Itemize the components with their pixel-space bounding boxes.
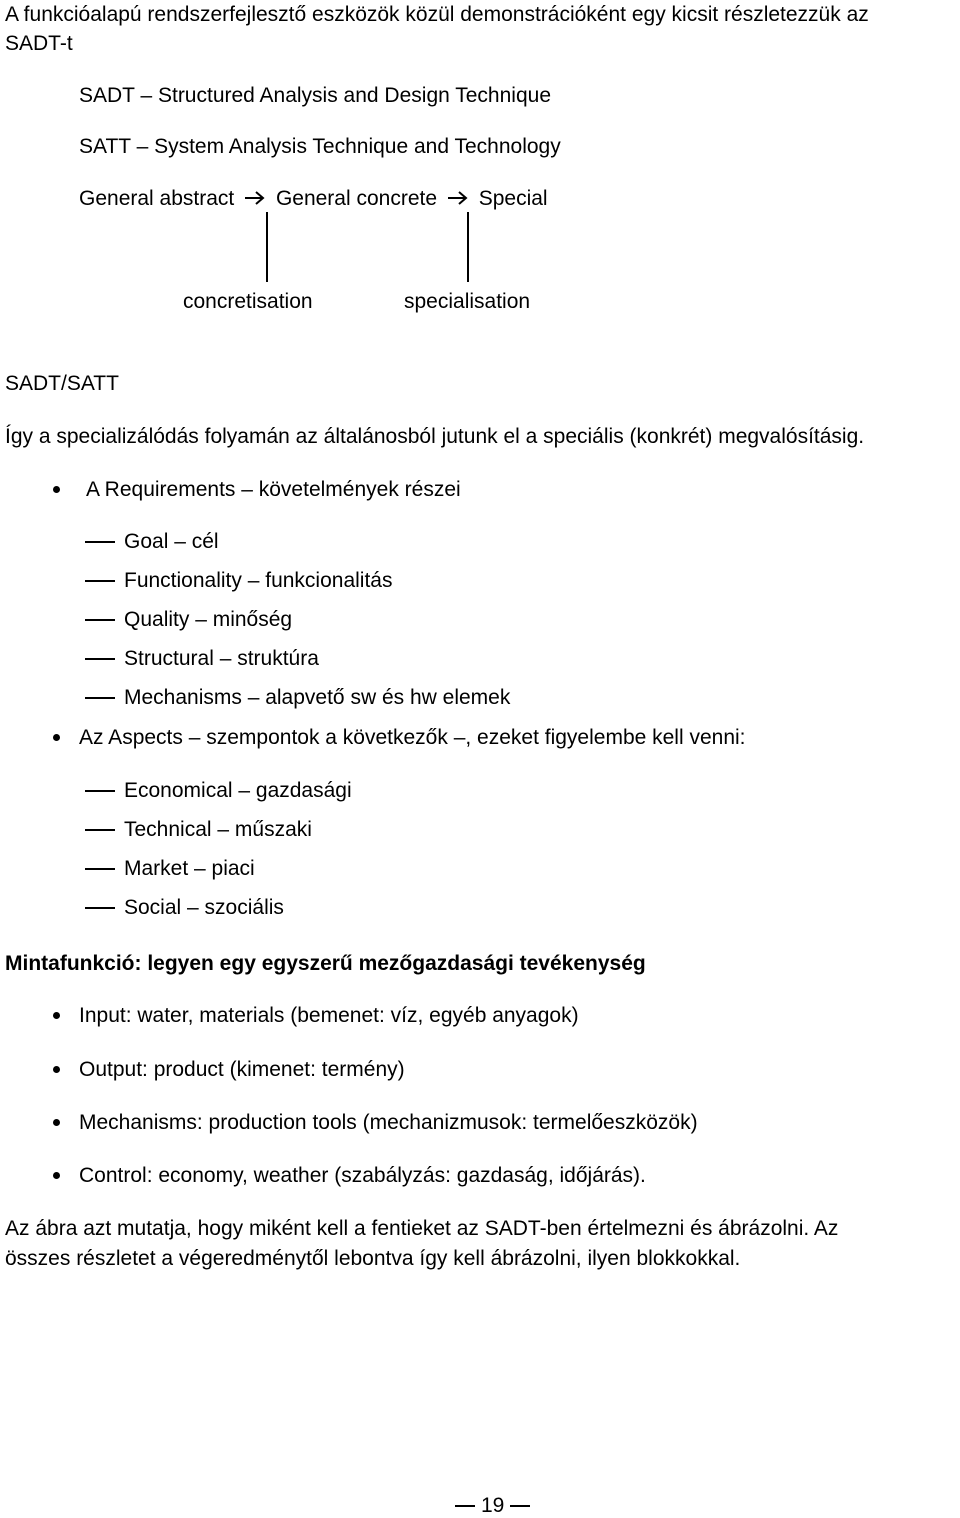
requirement-item: Quality – minőség <box>124 608 293 631</box>
sample-item-output: Output: product (kimenet: termény) <box>79 1058 405 1081</box>
bullet-icon <box>53 486 60 493</box>
dash-icon <box>85 790 115 792</box>
sample-item-control: Control: economy, weather (szabályzás: gazdaság, időjárás). <box>79 1164 646 1187</box>
dash-icon <box>85 541 115 543</box>
bullet-icon <box>53 1012 60 1019</box>
flow-step-general-concrete: General concrete <box>275 186 438 210</box>
dash-icon <box>85 829 115 831</box>
bullet-icon <box>53 1066 60 1073</box>
dash-icon <box>510 1505 530 1507</box>
sadt-satt-heading: SADT/SATT <box>5 372 119 395</box>
requirements-title: A Requirements – követelmények részei <box>86 478 461 501</box>
connector-line-specialisation <box>467 212 469 282</box>
dash-icon <box>85 697 115 699</box>
dash-icon <box>85 619 115 621</box>
right-arrow-icon <box>244 190 266 206</box>
dash-icon <box>455 1505 475 1507</box>
aspect-item: Social – szociális <box>124 896 284 919</box>
aspects-title: Az Aspects – szempontok a következők –, ezeket figyelembe kell venni: <box>79 726 746 749</box>
connector-line-concretisation <box>266 212 268 282</box>
requirement-item: Structural – struktúra <box>124 647 319 670</box>
aspect-item: Technical – műszaki <box>124 818 312 841</box>
aspect-item: Market – piaci <box>124 857 255 880</box>
conclusion-line-1: Az ábra azt mutatja, hogy miként kell a fentieket az SADT-ben értelmezni és ábrázolni. Az <box>5 1217 839 1240</box>
right-arrow-icon <box>447 190 469 206</box>
requirement-item: Goal – cél <box>124 530 219 553</box>
dash-icon <box>85 868 115 870</box>
page-number-value: 19 <box>481 1494 505 1517</box>
bullet-icon <box>53 734 60 741</box>
intro-line-1: A funkcióalapú rendszerfejlesztő eszközök közül demonstrációként egy kicsit részletezzük az <box>5 3 869 26</box>
bullet-icon <box>53 1172 60 1179</box>
specialisation-label: specialisation <box>404 290 531 313</box>
sample-item-input: Input: water, materials (bemenet: víz, egyéb anyagok) <box>79 1004 579 1027</box>
intro-line-2: SADT-t <box>5 32 73 55</box>
dash-icon <box>85 580 115 582</box>
bullet-icon <box>53 1119 60 1126</box>
sample-function-heading: Mintafunkció: legyen egy egyszerű mezőgazdasági tevékenység <box>5 952 646 975</box>
requirement-item: Mechanisms – alapvető sw és hw elemek <box>124 686 511 709</box>
specialization-sentence: Így a specializálódás folyamán az általánosból jutunk el a speciális (konkrét) megvalósításig. <box>5 425 865 448</box>
sadt-definition: SADT – Structured Analysis and Design Technique <box>79 84 551 107</box>
flow-step-special: Special <box>478 186 548 210</box>
satt-definition: SATT – System Analysis Technique and Technology <box>79 135 561 158</box>
conclusion-line-2: összes részletet a végeredménytől lebontva így kell ábrázolni, ilyen blokkokkal. <box>5 1247 741 1270</box>
page-number <box>449 1494 536 1518</box>
dash-icon <box>85 658 115 660</box>
abstraction-flow <box>79 185 548 211</box>
dash-icon <box>85 907 115 909</box>
requirement-item: Functionality – funkcionalitás <box>124 569 393 592</box>
sample-item-mechanisms: Mechanisms: production tools (mechanizmusok: termelőeszközök) <box>79 1111 698 1134</box>
flow-step-general-abstract: General abstract <box>79 186 235 210</box>
aspect-item: Economical – gazdasági <box>124 779 352 802</box>
concretisation-label: concretisation <box>183 290 313 313</box>
